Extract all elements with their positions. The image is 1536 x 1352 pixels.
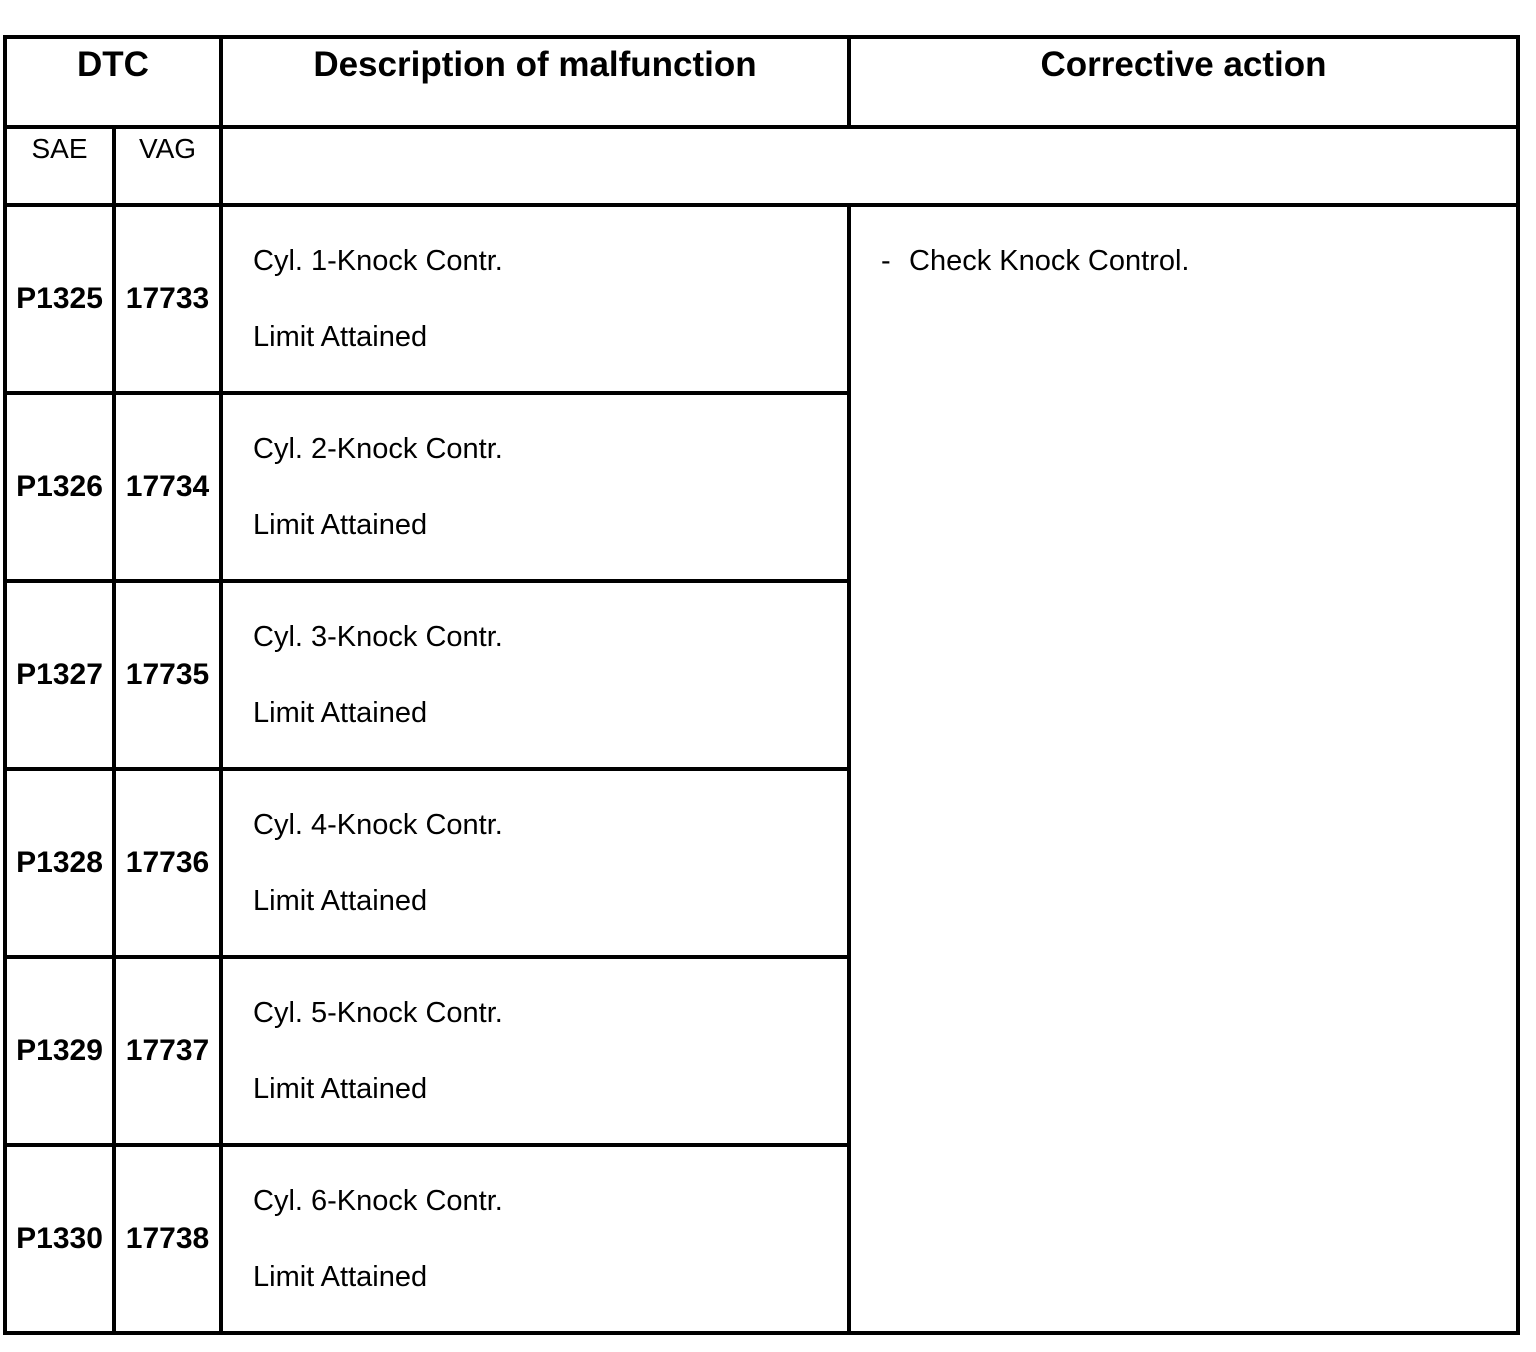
sae-code: P1325 [5, 205, 114, 393]
sae-code: P1326 [5, 393, 114, 581]
malfunction-description [221, 393, 849, 581]
vag-code: 17734 [114, 393, 221, 581]
corrective-action-cell [849, 205, 1518, 1333]
description-line-1: Cyl. 5-Knock Contr. [253, 997, 503, 1029]
description-line-1: Cyl. 4-Knock Contr. [253, 809, 503, 841]
subheader-blank [221, 127, 1518, 205]
malfunction-description [221, 769, 849, 957]
vag-code: 17737 [114, 957, 221, 1145]
description-line-1: Cyl. 3-Knock Contr. [253, 621, 503, 653]
subheader-sae: SAE [5, 127, 114, 205]
description-line-2: Limit Attained [253, 1073, 428, 1105]
corrective-action-text: Check Knock Control. [909, 245, 1190, 277]
table-row [5, 205, 1518, 393]
header-description: Description of malfunction [221, 37, 849, 127]
dtc-table [3, 35, 1520, 1335]
malfunction-description [221, 581, 849, 769]
description-line-2: Limit Attained [253, 697, 428, 729]
vag-code: 17738 [114, 1145, 221, 1333]
sae-code: P1330 [5, 1145, 114, 1333]
malfunction-description [221, 957, 849, 1145]
description-line-1: Cyl. 1-Knock Contr. [253, 245, 503, 277]
vag-code: 17733 [114, 205, 221, 393]
sae-code: P1329 [5, 957, 114, 1145]
subheader-row [5, 127, 1518, 205]
description-line-2: Limit Attained [253, 885, 428, 917]
description-line-2: Limit Attained [253, 321, 428, 353]
bullet-dash: - [881, 245, 891, 277]
vag-code: 17736 [114, 769, 221, 957]
description-line-1: Cyl. 6-Knock Contr. [253, 1185, 503, 1217]
header-dtc: DTC [5, 37, 221, 127]
sae-code: P1328 [5, 769, 114, 957]
subheader-vag: VAG [114, 127, 221, 205]
sae-code: P1327 [5, 581, 114, 769]
malfunction-description [221, 1145, 849, 1333]
malfunction-description [221, 205, 849, 393]
vag-code: 17735 [114, 581, 221, 769]
description-line-2: Limit Attained [253, 1261, 428, 1293]
header-row [5, 37, 1518, 127]
description-line-2: Limit Attained [253, 509, 428, 541]
header-corrective-action: Corrective action [849, 37, 1518, 127]
description-line-1: Cyl. 2-Knock Contr. [253, 433, 503, 465]
